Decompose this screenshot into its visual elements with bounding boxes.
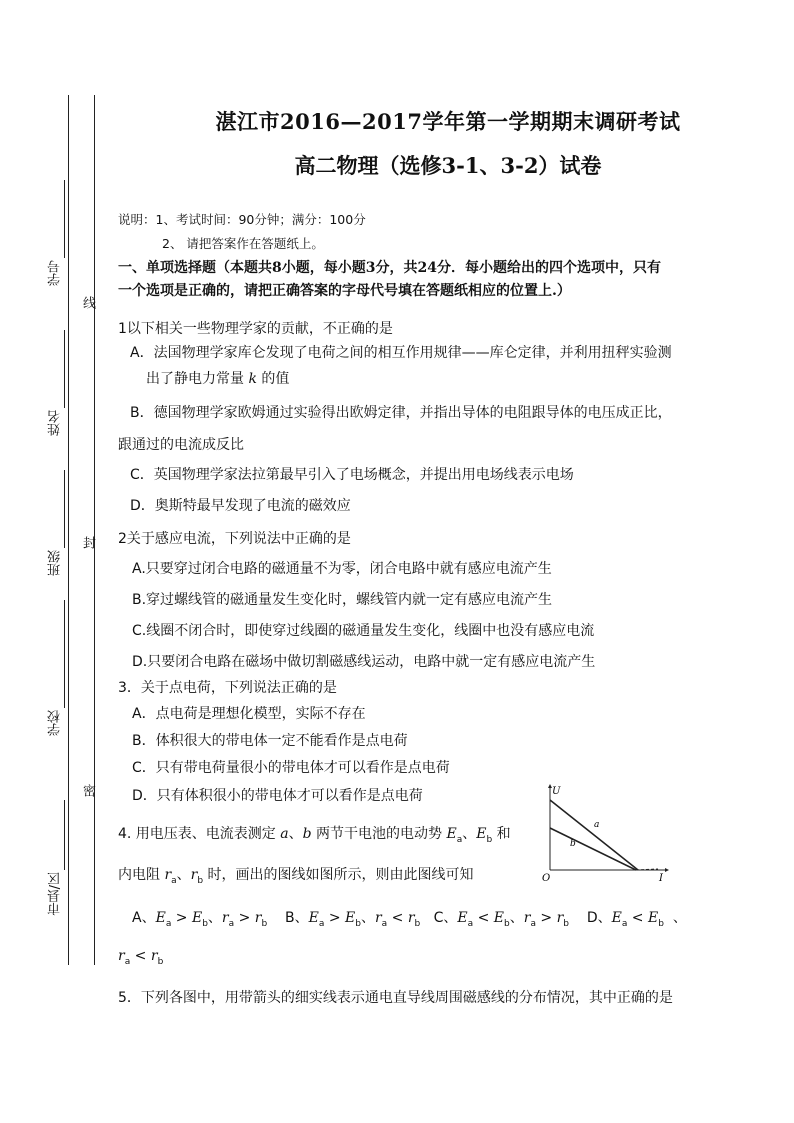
school-blank[interactable] [64,600,65,708]
seal-char-line: 线 [80,296,95,309]
q4-option-d-part1: D、$E_a < E_b$ 、 [586,910,687,929]
binding-margin [0,0,100,1123]
school-field[interactable] [44,600,68,745]
q1-option-b-line2: 跟通过的电流成反比 [118,437,244,453]
q2-option-a: A.只要穿过闭合电路的磁通量不为零，闭合电路中就有感应电流产生 [132,561,552,577]
graph-u-label: U [552,786,561,797]
q4-options-line [132,907,687,929]
q2-option-c: C.线圈不闭合时，即使穿过线圈的磁通量发生变化，线圈中也没有感应电流 [132,623,595,639]
q3-option-d: D．只有体积很小的带电体才可以看作是点电荷 [132,788,423,804]
q4-option-a: A、$E_a > E_b$、$r_a > r_b$ [132,910,268,929]
note-1: 说明：1、考试时间：90分钟；满分：100分 [118,212,366,227]
county-blank[interactable] [64,800,65,870]
q3-option-c: C．只有带电荷量很小的带电体才可以看作是点电荷 [132,760,450,776]
q3-option-b: B．体积很大的带电体一定不能看作是点电荷 [132,733,408,749]
q5-stem: 5．下列各图中，用带箭头的细实线表示通电直导线周围磁感线的分布情况，其中正确的是 [118,990,673,1006]
exam-subtitle: 高二物理（选修3-1、3-2）试卷 [294,153,602,178]
graph-origin-label: O [542,873,551,884]
q2-option-d: D.只要闭合电路在磁场中做切割磁感线运动，电路中就一定有感应电流产生 [132,654,596,670]
q1-option-b-line1: B．德国物理学家欧姆通过实验得出欧姆定律，并指出导体的电阻跟导体的电压成正比， [130,405,672,421]
q4-stem-line2: 内电阻 $r_a$、$r_b$ 时，画出的图线如图所示，则由此图线可知 [118,867,474,886]
class-blank[interactable] [64,470,65,548]
name-label: 姓名 [48,410,63,436]
class-label: 班级 [48,550,63,576]
q1-option-c: C．英国物理学家法拉第最早引入了电场概念，并提出用电场线表示电场 [130,467,574,483]
q2-stem: 2关于感应电流，下列说法中正确的是 [118,531,351,547]
graph-i-label: I [659,873,663,884]
q1-option-a-line1: A．法国物理学家库仑发现了电荷之间的相互作用规律——库仑定律，并利用扭秤实验测 [130,345,672,361]
q4-stem-line1: 4. 用电压表、电流表测定 a、b 两节干电池的电动势 $E_a$、$E_b$ 和 [118,826,511,845]
q1-stem: 1以下相关一些物理学家的贡献，不正确的是 [118,321,393,337]
graph-x-arrow [665,868,669,872]
q1-option-a-line2: 出了静电力常量 k 的值 [146,371,290,387]
q2-option-b: B.穿过螺线管的磁通量发生变化时，螺线管内就一定有感应电流产生 [132,592,553,608]
binding-line-outer [68,95,69,965]
exam-title: 湛江市2016—2017学年第一学期期末调研考试 [215,109,681,134]
name-field[interactable] [44,330,68,450]
q4-option-d-part2: $r_a < r_b$ [118,948,164,967]
note-2: 2、 请把答案作在答题纸上。 [162,236,324,251]
q3-stem: 3．关于点电荷，下列说法正确的是 [118,680,337,696]
q1-option-d: D．奥斯特最早发现了电流的磁效应 [130,498,351,514]
student-id-blank[interactable] [64,180,65,258]
graph-a-label: a [594,820,600,830]
q3-option-a: A．点电荷是理想化模型，实际不存在 [132,706,366,722]
q4-option-b: B、$E_a > E_b$、$r_a < r_b$ [285,910,421,929]
section-heading-line1: 一、单项选择题（本题共8小题，每小题3分，共24分．每小题给出的四个选项中，只有 [118,260,661,276]
section-heading-line2: 一个选项是正确的，请把正确答案的字母代号填在答题纸相应的位置上.） [118,283,571,299]
student-id-label: 学号 [48,260,63,286]
q4-ui-graph [540,780,670,885]
q4-option-c: C、$E_a < E_b$、$r_a > r_b$ [433,910,570,929]
graph-b-label: b [570,839,576,849]
seal-char-secret: 密 [80,784,95,797]
binding-line-inner [94,95,95,965]
county-field[interactable] [44,800,68,940]
county-label: 市县/区 [48,872,63,916]
class-field[interactable] [44,470,68,590]
school-label: 学校 [48,710,63,736]
seal-char-seal: 封 [80,536,95,549]
name-blank[interactable] [64,330,65,408]
student-id-field[interactable] [44,180,68,300]
